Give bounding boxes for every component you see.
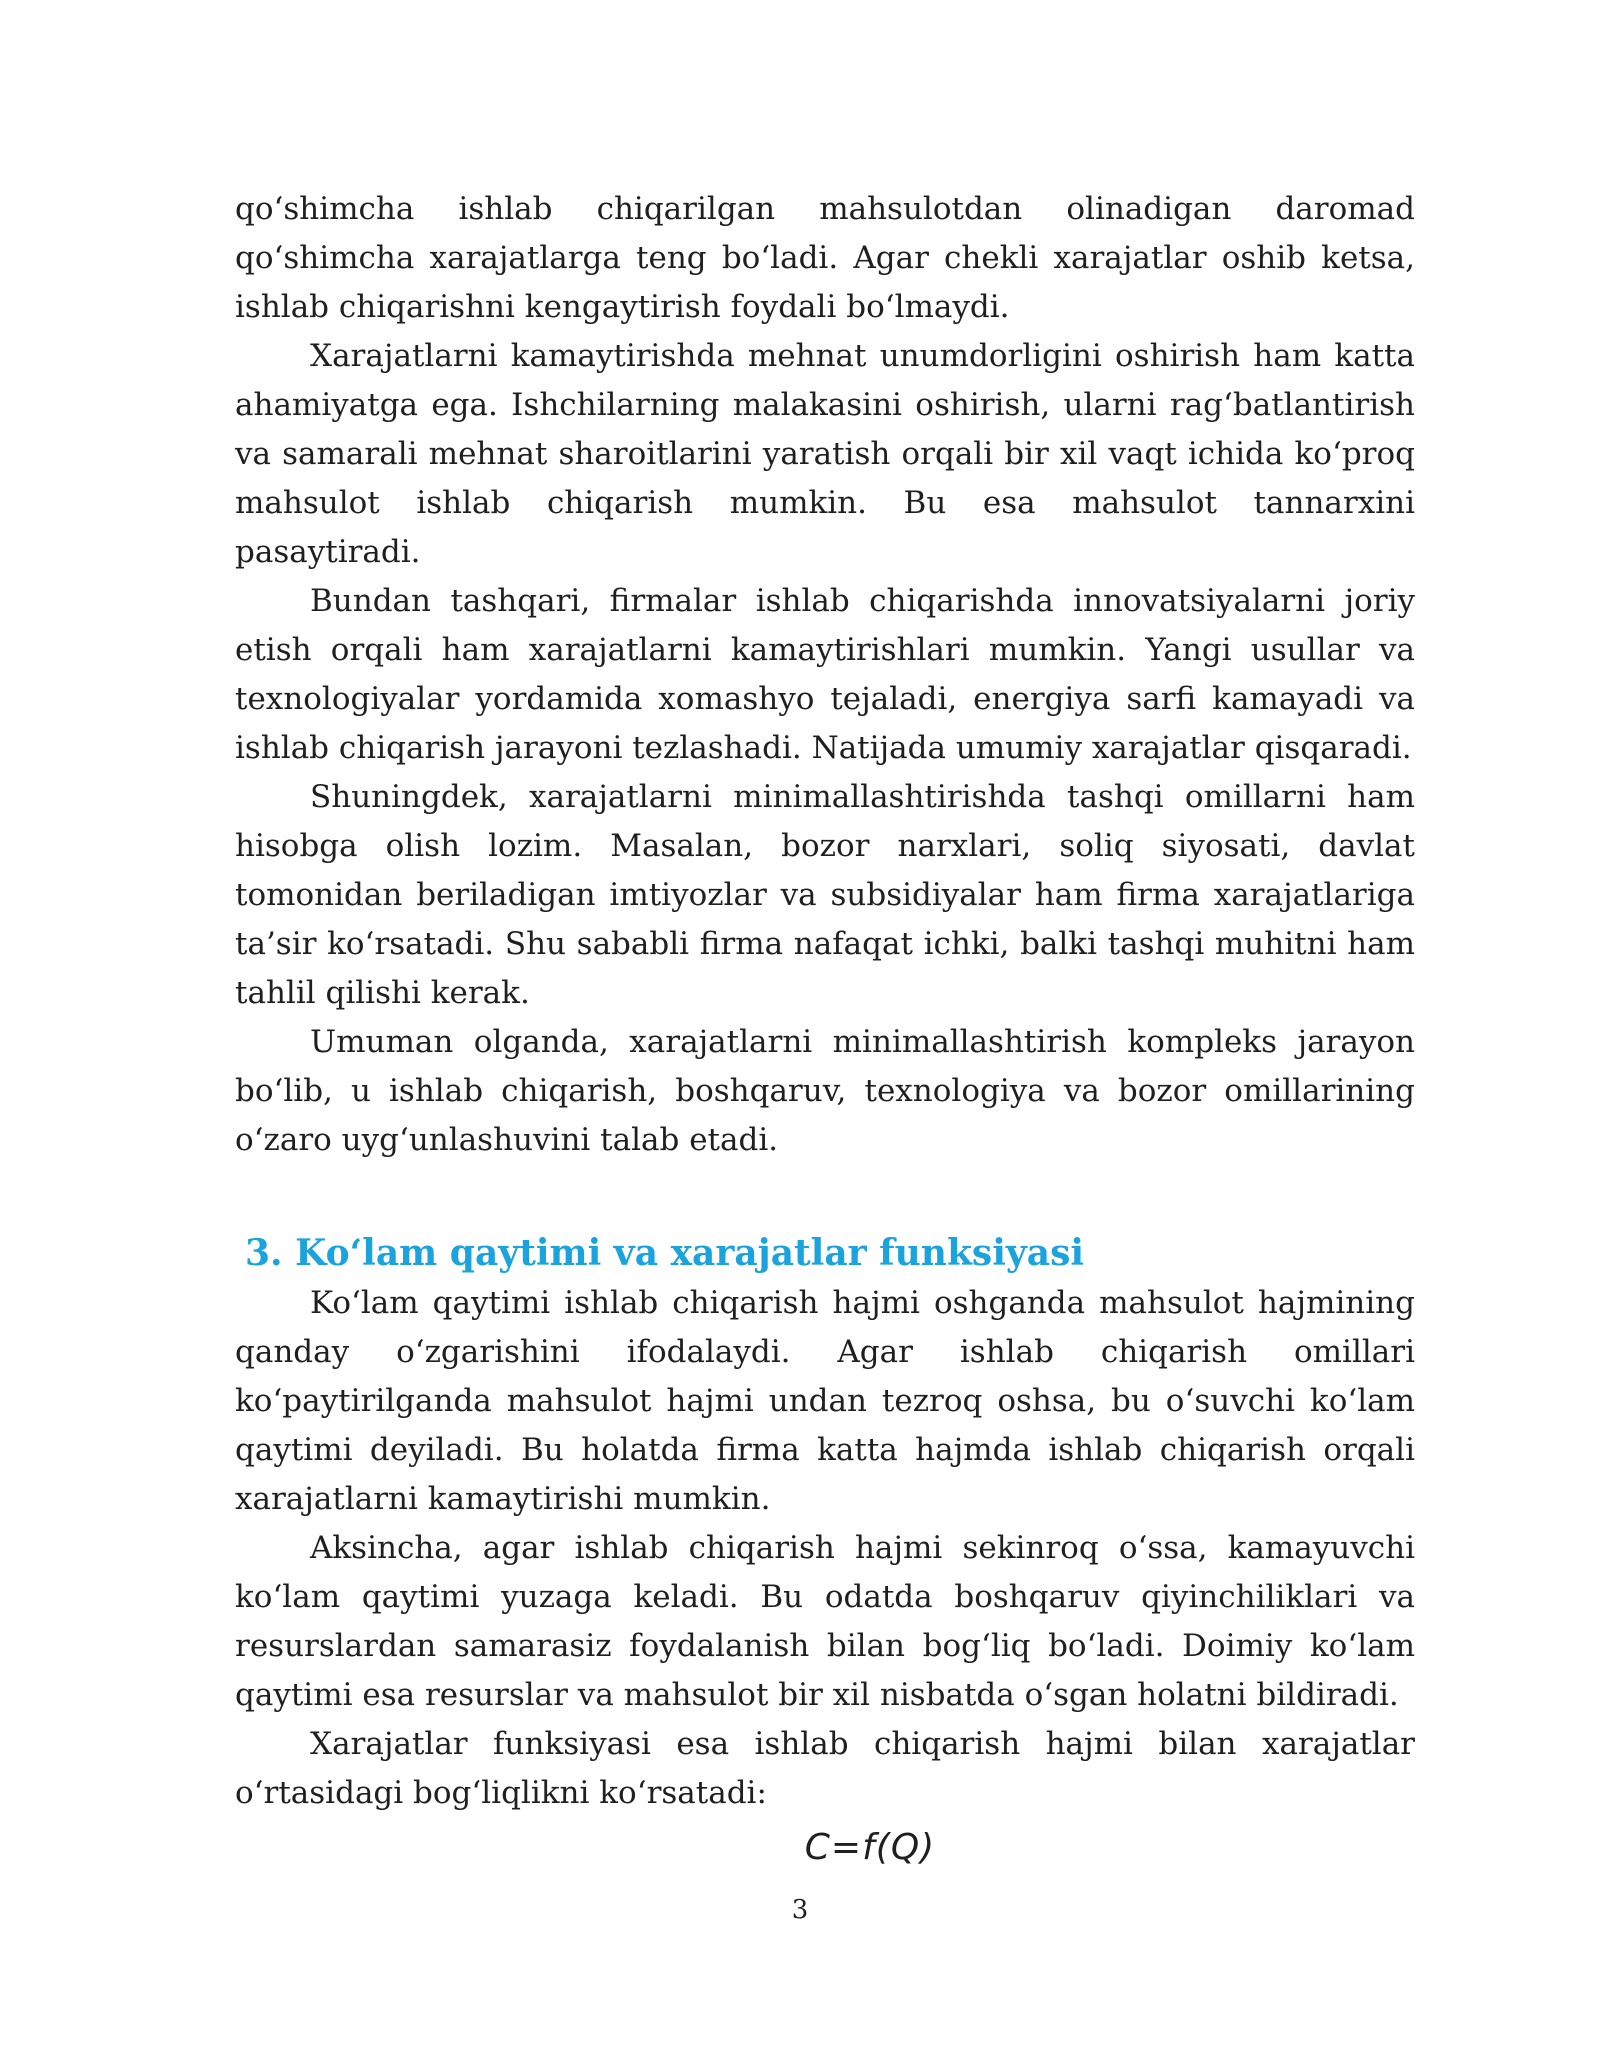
page-number: 3	[791, 1895, 809, 1925]
section-heading: 3. Ko‘lam qaytimi va xarajatlar funksiyasi	[245, 1232, 1085, 1274]
paragraph-conclusion: Umuman olganda, xarajatlarni minimallashtirish kompleks jarayon bo‘lib, u ishlab chiqarish, boshqaruv, texnologiya va bozor omillarining o‘zaro uyg‘unlashuvini talab etadi.	[235, 1024, 1415, 1158]
paragraph-returns-to-scale: Ko‘lam qaytimi ishlab chiqarish hajmi oshganda mahsulot hajmining qanday o‘zgarishini ifodalaydi. Agar ishlab chiqarish omillari ko‘paytirilganda mahsulot hajmi undan tezroq oshsa, bu o‘suvchi ko‘lam qaytimi deyiladi. Bu holatda firma katta hajmda ishlab chiqarish orqali xarajatlarni kamaytirishi mumkin.	[235, 1285, 1415, 1517]
page-body	[235, 185, 1415, 1878]
paragraph-continuation: qo‘shimcha ishlab chiqarilgan mahsulotdan olinadigan daromad qo‘shimcha xarajatlarga teng bo‘ladi. Agar chekli xarajatlar oshib ketsa, ishlab chiqarishni kengaytirish foydali bo‘lmaydi.	[235, 191, 1415, 325]
paragraph-cost-function: Xarajatlar funksiyasi esa ishlab chiqarish hajmi bilan xarajatlar o‘rtasidagi bog‘liqlikni ko‘rsatadi:	[235, 1726, 1415, 1811]
paragraph-decreasing-returns: Aksincha, agar ishlab chiqarish hajmi sekinroq o‘ssa, kamayuvchi ko‘lam qaytimi yuzaga keladi. Bu odatda boshqaruv qiyinchiliklari va resurslardan samarasiz foydalanish bilan bog‘liq bo‘ladi. Doimiy ko‘lam qaytimi esa resurslar va mahsulot bir xil nisbatda o‘sgan holatni bildiradi.	[235, 1530, 1415, 1713]
cost-function-formula: C=f(Q)	[804, 1827, 936, 1868]
paragraph-labor-productivity: Xarajatlarni kamaytirishda mehnat unumdorligini oshirish ham katta ahamiyatga ega. Ishchilarning malakasini oshirish, ularni rag‘batlantirish va samarali mehnat sharoitlarini yaratish orqali bir xil vaqt ichida ko‘proq mahsulot ishlab chiqarish mumkin. Bu esa mahsulot tannarxini pasaytiradi.	[235, 338, 1415, 570]
paragraph-innovation: Bundan tashqari, firmalar ishlab chiqarishda innovatsiyalarni joriy etish orqali ham xarajatlarni kamaytirishlari mumkin. Yangi usullar va texnologiyalar yordamida xomashyo tejaladi, energiya sarfi kamayadi va ishlab chiqarish jarayoni tezlashadi. Natijada umumiy xarajatlar qisqaradi.	[235, 583, 1415, 766]
paragraph-external-factors: Shuningdek, xarajatlarni minimallashtirishda tashqi omillarni ham hisobga olish lozim. Masalan, bozor narxlari, soliq siyosati, davlat tomonidan beriladigan imtiyozlar va subsidiyalar ham firma xarajatlariga ta’sir ko‘rsatadi. Shu sababli firma nafaqat ichki, balki tashqi muhitni ham tahlil qilishi kerak.	[235, 779, 1415, 1011]
